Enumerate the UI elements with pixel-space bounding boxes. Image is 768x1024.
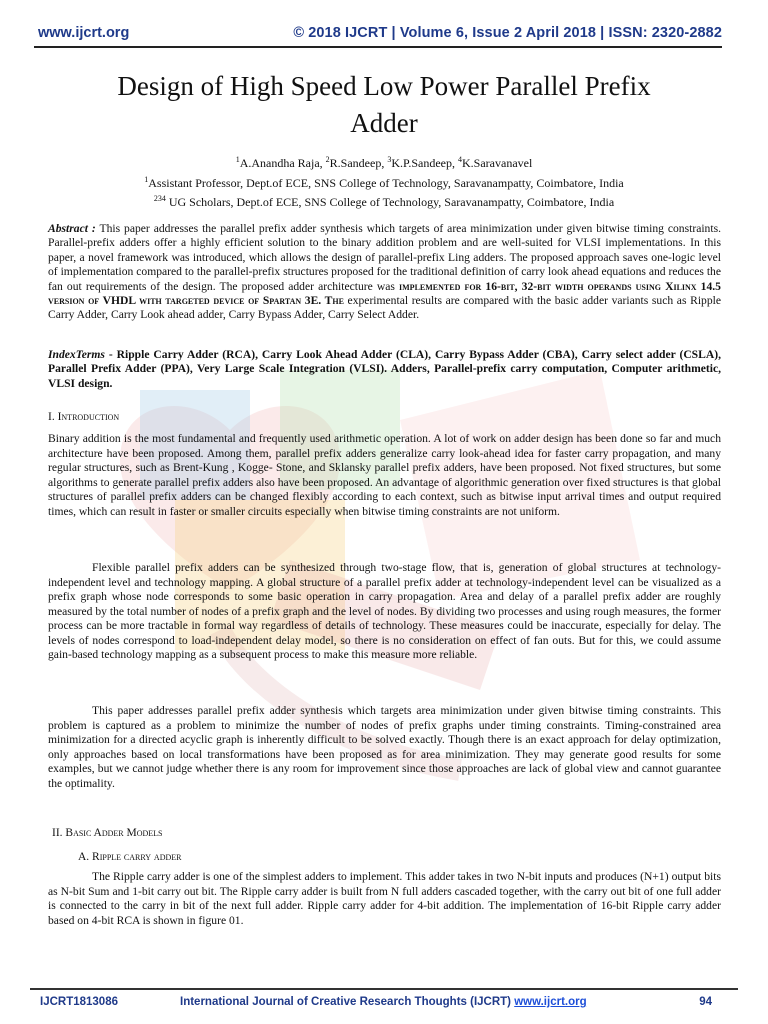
abstract (48, 222, 721, 323)
journal-masthead: © 2018 IJCRT | Volume 6, Issue 2 April 2018 | ISSN: 2320-2882 (293, 25, 722, 41)
author-sup: 2 (325, 155, 330, 164)
author-sup: 1 (235, 155, 240, 164)
affiliation-1 (40, 172, 728, 192)
page-number: 94 (699, 996, 712, 1008)
author-list (40, 152, 728, 172)
author-sup: 4 (458, 155, 462, 164)
journal-name (180, 996, 587, 1008)
paper-title-line-2: Adder (350, 108, 418, 138)
author-name: K.P.Sandeep, (391, 156, 458, 170)
author-sup: 3 (387, 155, 392, 164)
paper-title (40, 68, 728, 142)
affiliation-text: Assistant Professor, Dept.of ECE, SNS College of Technology, Saravanampatty, Coimbatore, India (148, 175, 624, 190)
paper-title-line-1: Design of High Speed Low Power Parallel Prefix (117, 71, 651, 101)
journal-title: International Journal of Creative Research Thoughts (IJCRT) (180, 996, 515, 1008)
index-terms-label: IndexTerms (48, 348, 105, 361)
intro-paragraph-1: Binary addition is the most fundamental and frequently used arithmetic operation. A lot of work on adder design has been done so far and much architecture have been proposed. Among them, parallel prefix adders generalize carry look-ahead idea for faster carry propagation, and many regular structures, such as Brent-Kung , Kogge- Stone, and Sklansky parallel prefix adders, have been proposed. Not fixed structures, but some algorithms to generate parallel prefix adders also have been proposed. An advantage of algorithmic generation over fixed structures is that global structures of parallel prefix adders can be changed flexibly according to each context, such as bitwise input arrival times and output required times, which can result in faster or smaller circuits especially when bitwise timing constraints are not uniform. (48, 432, 721, 518)
author-block (40, 152, 728, 211)
author-name: A.Anandha Raja, (239, 156, 326, 170)
author-name: K.Saravanavel (462, 156, 533, 170)
affiliation-sup: 1 (144, 174, 149, 184)
abstract-smallcaps: implemented for 16-bit, 32-bit width operands using Xilinx 14.5 version of VHDL with targeted device of Spartan 3E. The (48, 279, 721, 308)
footer-url-link[interactable]: www.ijcrt.org (514, 996, 587, 1008)
ripple-carry-paragraph: The Ripple carry adder is one of the simplest adders to implement. This adder takes in two N-bit inputs and produces (N+1) output bits as N-bit Sum and 1-bit carry out bit. The Ripple carry adder is built from N full adders cascaded together, with the carry out bit of one full adder is connected to the carry in bit of the next full adder. Ripple carry adder for 4-bit addition. The implementation of 16-bit Ripple carry adder based on 4-bit RCA is shown in figure 01. (48, 870, 721, 927)
intro-paragraph-2: Flexible parallel prefix adders can be synthesized through two-stage flow, that is, generation of global structures at technology-independent level and technology mapping. A global structure of a parallel prefix adder at technology-independent level can be visualized as a prefix graph whose node corresponds to some basic operation in carry propagation. Area and delay of a parallel prefix adder are roughly measured by the total number of nodes of a prefix graph and the level of nodes. By dividing two processes and using rough measures, the former process can be more tractable in formal way regardless of details of technology. These measures could be inaccurate, especially for delay. The levels of nodes correspond to load-independent delay model, so there is no consideration on effect of fan outs. But for this, we could assume gain-based technology mapping as a subsequent process to make this measure more reliable. (48, 561, 721, 661)
affiliation-sup: 234 (153, 194, 166, 203)
index-terms (48, 348, 721, 391)
intro-paragraph-3: This paper addresses parallel prefix adder synthesis which targets area minimization under given bitwise timing constraints. This problem is captured as a problem to minimize the number of nodes of prefix graphs under timing constraints. Timing-constrained area minimization for a directed acyclic graph is inherently difficult to be solved exactly. Though there is an exact approach for delay optimization, only approaches based on local transformations have been proposed as for area minimization. They may generate good results for some examples, but we cannot judge whether there is any room for improvement since those approaches are lack of global view and cannot guarantee the optimality. (48, 704, 721, 790)
affiliation-2 (40, 191, 728, 211)
affiliation-text: UG Scholars, Dept.of ECE, SNS College of Technology, Saravanampatty, Coimbatore, India (165, 195, 615, 209)
section-heading-introduction: I. Introduction (48, 411, 120, 423)
subsection-heading-ripple-carry: A. Ripple carry adder (78, 851, 182, 863)
abstract-text-2: experimental results are compared with the basic adder variants such as Ripple Carry Adder, Carry Look ahead adder, Carry Bypass Adder, Carry Select Adder. (48, 294, 722, 322)
abstract-label: Abstract : (48, 222, 96, 235)
author-name: R.Sandeep, (329, 156, 388, 170)
site-link[interactable]: www.ijcrt.org (38, 25, 130, 41)
abstract-text-1: This paper addresses the parallel prefix adder synthesis which targets of area minimization under given bitwise timing constraints. Parallel-prefix adders offer a highly efficient solution to the binary addition problem and are well-suited for VLSI implementations. In this paper, a novel framework was introduced, which allows the design of parallel-prefix Ling adders. The proposed approach saves one-logic level of implementation compared to the parallel-prefix structures proposed for the traditional definition of carry look ahead equations and reduces the fan out requirements of the design. The proposed adder architecture was (48, 222, 721, 293)
section-heading-basic-adder-models: II. Basic Adder Models (52, 827, 163, 839)
paper-id: IJCRT1813086 (40, 996, 118, 1008)
index-terms-text: - Ripple Carry Adder (RCA), Carry Look Ahead Adder (CLA), Carry Bypass Adder (CBA), Carry select adder (CSLA), Parallel Prefix Adder (PPA), Very Large Scale Integration (VLSI). Adders, Parallel-prefix carry computation, Computer arithmetic, VLSI design. (48, 348, 721, 390)
journal-header (34, 18, 722, 48)
journal-footer (30, 988, 738, 1012)
